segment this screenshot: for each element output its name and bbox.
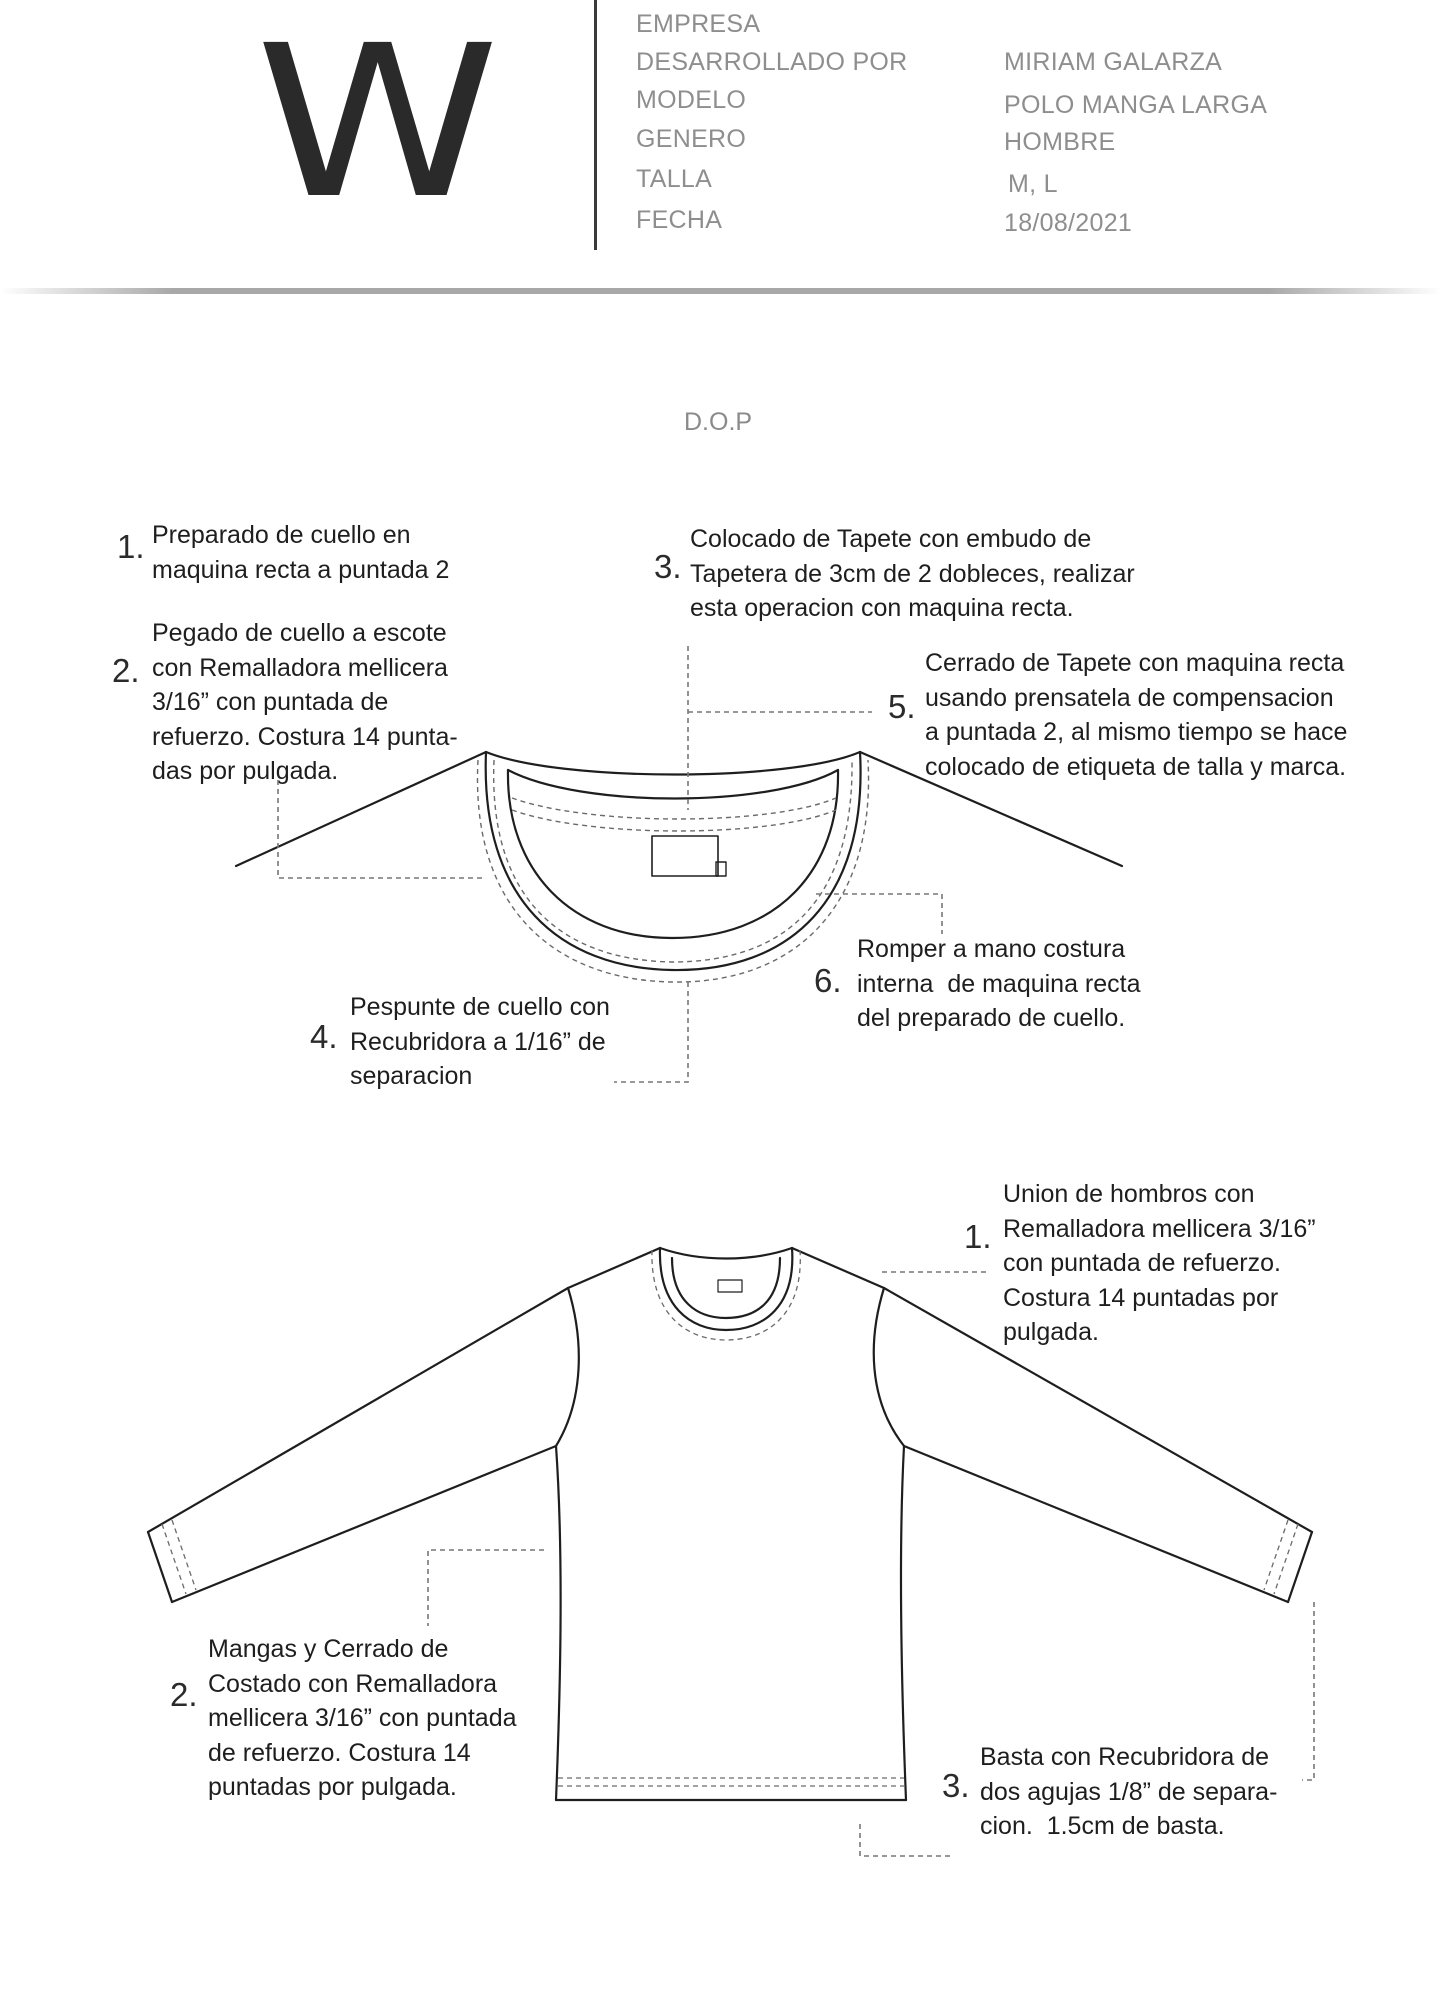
collar-step-5-number: 5. — [888, 688, 916, 725]
leader-garment-3a — [1302, 1602, 1314, 1780]
left-sleeve-under — [172, 1446, 556, 1602]
garment-label — [718, 1280, 742, 1292]
garment-collar-back — [660, 1248, 792, 1259]
garment-neckline-right — [792, 1248, 884, 1288]
collar-step-6-number: 6. — [814, 962, 842, 999]
label-empresa: EMPRESA — [636, 10, 761, 38]
body-left-side — [556, 1446, 561, 1800]
collar-back-stitch-2 — [512, 810, 836, 831]
value-model: POLO MANGA LARGA — [1004, 91, 1268, 119]
brand-logo: W — [255, 0, 493, 245]
garment-step-3-number: 3. — [942, 1767, 970, 1804]
collar-inner-edge — [508, 770, 838, 938]
collar-step-3-text: Colocado de Tapete con embudo de Tapetera de 3cm de 2 dobleces, realizar esta operacion con maquina recta. — [690, 525, 1135, 622]
right-armhole — [874, 1288, 904, 1446]
garment-collar-inner — [672, 1258, 780, 1318]
collar-stitch-outer — [477, 760, 868, 982]
leader-collar-4 — [614, 982, 688, 1082]
label-modelo: MODELO — [636, 86, 747, 114]
value-date: 18/08/2021 — [1004, 209, 1133, 237]
collar-right-shoulder — [860, 752, 1122, 866]
collar-step-4-text: Pespunte de cuello con Recubridora a 1/16” de separacion — [350, 993, 610, 1090]
garment-neckline-left — [568, 1248, 660, 1288]
garment-step-1-number: 1. — [964, 1218, 992, 1255]
collar-step-1-number: 1. — [117, 528, 145, 565]
collar-step-1-text: Preparado de cuello en maquina recta a puntada 2 — [152, 521, 450, 584]
leader-garment-3b — [860, 1824, 954, 1856]
collar-step-4-number: 4. — [310, 1018, 338, 1055]
garment-step-1-text: Union de hombros con Remalladora mellicera 3/16” con puntada de refuerzo. Costura 14 puntadas por pulgada. — [1003, 1180, 1316, 1346]
leader-garment-2 — [428, 1550, 544, 1626]
body-right-side — [901, 1446, 906, 1800]
left-sleeve-top — [148, 1288, 568, 1532]
collar-back-stitch-1 — [512, 798, 836, 819]
leader-collar-2 — [278, 780, 486, 878]
label-talla: TALLA — [636, 165, 713, 193]
collar-step-2-number: 2. — [112, 652, 140, 689]
value-gender: HOMBRE — [1004, 128, 1116, 156]
collar-step-2-text: Pegado de cuello a escote con Remalladora mellicera 3/16” con puntada de refuerzo. Costura 14 punta- das por pulgada. — [152, 619, 458, 785]
garment-step-2-number: 2. — [170, 1676, 198, 1713]
leader-collar-6 — [816, 894, 942, 934]
collar-step-5-text: Cerrado de Tapete con maquina recta usando prensatela de compensacion a puntada 2, al mismo tiempo se hace colocado de etiqueta de talla y marca. — [925, 649, 1348, 781]
label-desarrollado: DESARROLLADO POR — [636, 48, 908, 76]
right-cuff-stitch-2 — [1264, 1520, 1288, 1590]
label-fecha: FECHA — [636, 206, 723, 234]
left-cuff-stitch-2 — [172, 1520, 196, 1590]
right-sleeve-under — [904, 1446, 1288, 1602]
right-sleeve-top — [884, 1288, 1312, 1532]
collar-step-3-number: 3. — [654, 548, 682, 585]
collar-back-edge — [486, 752, 860, 775]
collar-step-6-text: Romper a mano costura interna de maquina recta del preparado de cuello. — [857, 935, 1141, 1032]
garment-collar-stitch — [652, 1250, 800, 1340]
garment-step-2-text: Mangas y Cerrado de Costado con Remalladora mellicera 3/16” con puntada de refuerzo. Costura 14 puntadas por pulgada. — [208, 1635, 517, 1801]
label-genero: GENERO — [636, 125, 747, 153]
garment-step-3-text: Basta con Recubridora de dos agujas 1/8” de separa- cion. 1.5cm de basta. — [980, 1743, 1278, 1840]
value-size: M, L — [1008, 170, 1058, 198]
section-title: D.O.P — [684, 408, 753, 436]
size-label-patch — [652, 836, 718, 876]
value-developer: MIRIAM GALARZA — [1004, 48, 1223, 76]
left-armhole — [556, 1288, 579, 1446]
collar-left-shoulder — [236, 752, 486, 866]
